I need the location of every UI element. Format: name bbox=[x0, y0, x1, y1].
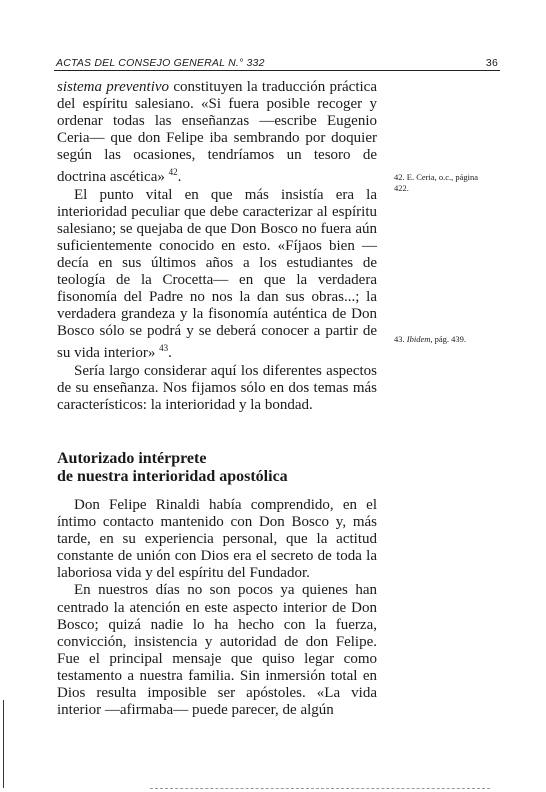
footnote-42 bbox=[394, 172, 494, 193]
footnote-text: pág. 439. bbox=[432, 334, 467, 344]
scan-bottom-marks bbox=[150, 788, 490, 790]
footnote-43 bbox=[394, 334, 494, 345]
running-title: ACTAS DEL CONSEJO GENERAL N.° 332 bbox=[56, 57, 265, 69]
heading-line-1: Autorizado intérprete bbox=[57, 450, 207, 467]
body-section-2 bbox=[57, 497, 377, 719]
punctuation: . bbox=[177, 169, 182, 186]
footnote-ref: 42 bbox=[168, 167, 178, 178]
scan-edge-line bbox=[3, 700, 4, 788]
italic-term: sistema preventivo bbox=[57, 79, 170, 95]
footnote-italic: Ibidem, bbox=[406, 334, 433, 344]
body-section-1 bbox=[57, 79, 377, 414]
footnote-number: 43. bbox=[394, 334, 405, 344]
running-header bbox=[54, 54, 500, 71]
heading-line-2: de nuestra interioridad apostólica bbox=[57, 468, 288, 485]
paragraph: En nuestros días no son pocos ya quienes han centrado la atención en este aspecto interior de Don Bosco; quizá nadie lo ha hecho con la fuerza, convicción, insistencia y autoridad de don Felipe. Fue el principal mensaje que quiso legar como testamento a nuestra familia. Sin inmersión total en Dios resulta imposible ser apóstoles. «La vida interior —afirmaba— puede parecer, de algún bbox=[57, 582, 377, 719]
paragraph-text: El punto vital en que más insistía era la interioridad peculiar que debe caracterizar al espíritu salesiano; se quejaba de que Don Bosco no fuera aún suficientemente conocido en esto. «Fíjaos bien —decía en sus últimos años a los estudiantes de teología de la Crocetta— en que la verdadera fisonomía del Padre no nos la dan sus obras...; la verdadera grandeza y la fisonomía auténtica de Don Bosco sólo se podrá y se deberá conocer a partir de su vida interior» bbox=[57, 186, 377, 362]
paragraph bbox=[57, 187, 377, 363]
paragraph: Don Felipe Rinaldi había comprendido, en el íntimo contacto mantenido con Don Bosco y, más tarde, en su experiencia personal, que la actitud constante de unión con Dios era el secreto de toda la laboriosa vida y del espíritu del Fundador. bbox=[57, 497, 377, 582]
punctuation: . bbox=[168, 345, 172, 362]
paragraph: Sería largo considerar aquí los diferentes aspectos de su enseñanza. Nos fijamos sólo en dos temas más característicos: la interioridad y la bondad. bbox=[57, 362, 377, 413]
footnote-ref: 43 bbox=[159, 343, 169, 354]
paragraph-text: constituyen la traducción práctica del espíritu salesiano. «Si fuera posible recoger y ordenar todas las enseñanzas —escribe Eugenio Ceria— que don Felipe iba sembrando por doquier según las ocasiones, tendríamos un tesoro de doctrina ascética» bbox=[57, 79, 377, 186]
page-number: 36 bbox=[485, 57, 498, 69]
paragraph bbox=[57, 79, 377, 187]
section-heading bbox=[57, 450, 377, 486]
footnote-number: 42. bbox=[394, 172, 405, 182]
footnote-text: E. Ceria, o.c., página 422. bbox=[394, 172, 479, 193]
